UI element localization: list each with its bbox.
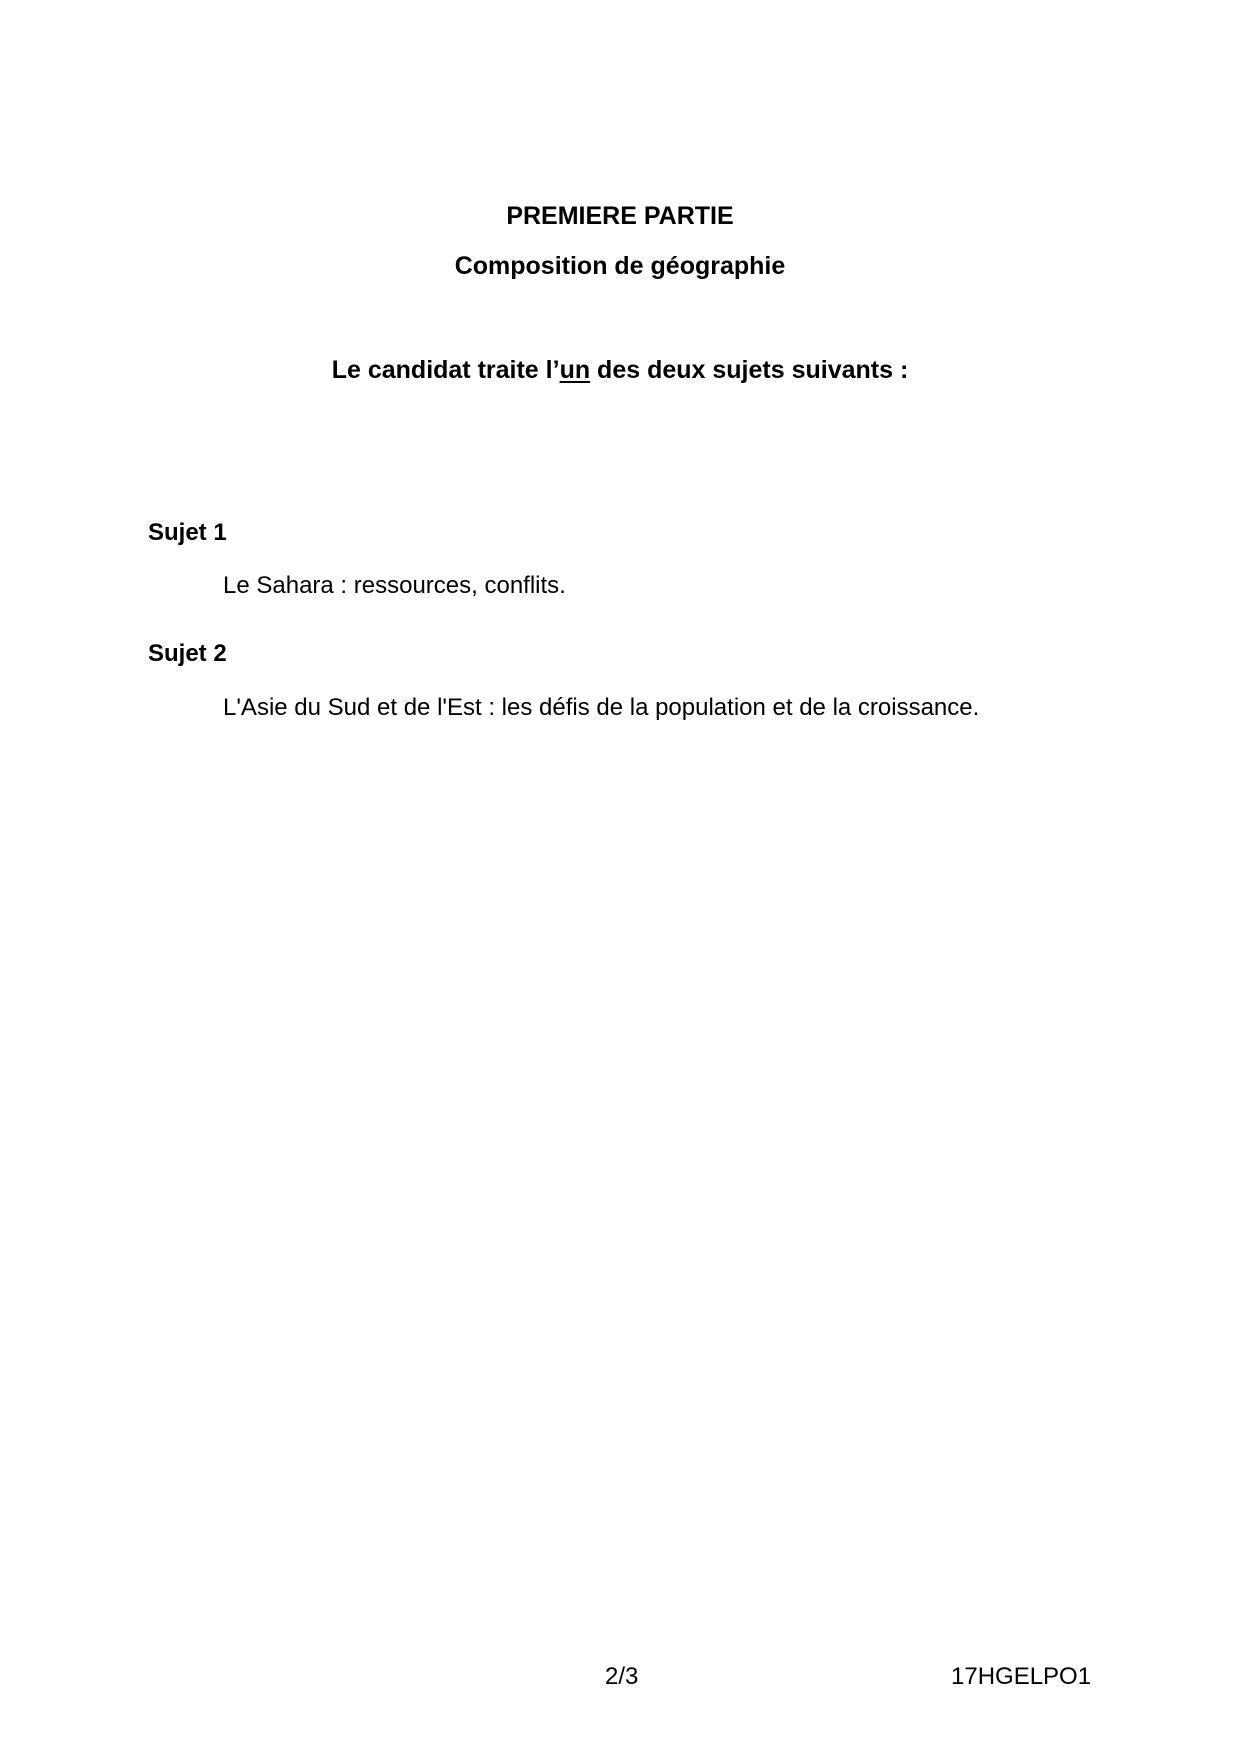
page-number: 2/3 [605, 1663, 639, 1690]
instruction-after: des deux sujets suivants : [590, 356, 909, 384]
section-title: Composition de géographie [454, 252, 786, 280]
subject-2-text: L'Asie du Sud et de l'Est : les défis de la population et de la croissance. [223, 694, 980, 721]
document-code: 17HGELPO1 [951, 1663, 1092, 1690]
instruction-before: Le candidat traite l’ [331, 356, 560, 384]
instruction [0, 355, 1240, 385]
subject-1-text: Le Sahara : ressources, conflits. [223, 572, 566, 599]
subject-1-label: Sujet 1 [148, 519, 227, 546]
subject-2-label: Sujet 2 [148, 640, 227, 667]
part-title: PREMIERE PARTIE [506, 202, 734, 230]
instruction-emphasis: un [559, 356, 591, 384]
